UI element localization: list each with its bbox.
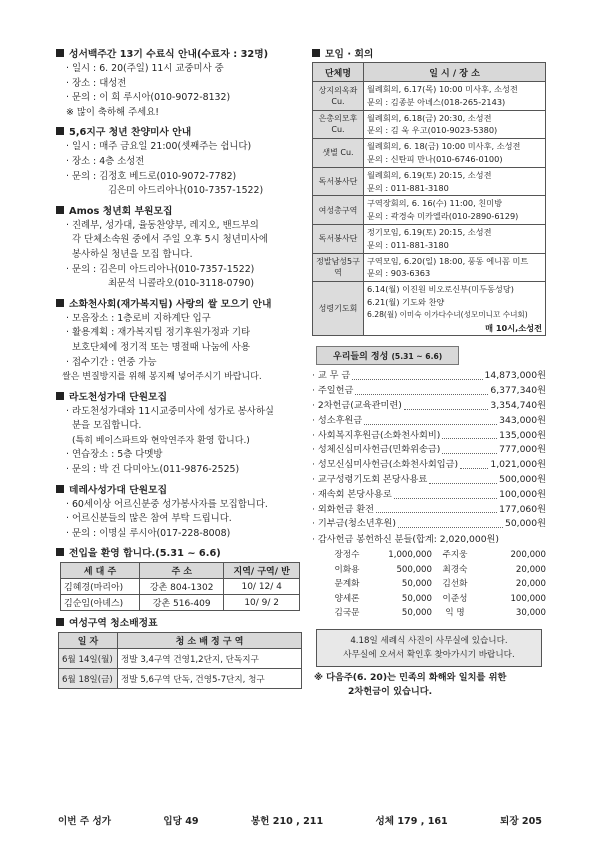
info-line: 각 단체소속원 중에서 주일 오후 5시 청년미사에: [72, 234, 268, 246]
info-line: · 장소 : 대성전: [66, 77, 127, 89]
donor-amount: 30,000: [515, 608, 546, 619]
dot-leader: [404, 399, 489, 410]
info-line: 보호단체에 정기적 또는 명절때 나눔에 사용: [72, 341, 250, 353]
donor-amount: 20,000: [515, 579, 546, 590]
donor-name: 문계화: [334, 579, 360, 590]
dot-leader: [460, 458, 488, 469]
table-header: 청 소 배 정 구 역: [118, 633, 302, 649]
dot-leader: [398, 517, 503, 528]
table-row: 6월 18일(금) 정발 5,6구역 단독, 건영5-7단지, 청구: [59, 669, 302, 689]
info-line: · 문의 : 김은미 아드리아나(010-7357-1522): [66, 263, 255, 275]
dot-leader: [352, 369, 482, 380]
table-header: 단체명: [313, 63, 364, 82]
info-line: · 모음장소 : 1층로비 지하계단 입구: [66, 312, 211, 324]
table-header: 세 대 주: [61, 563, 140, 579]
section-title: 여성구역 청소배정표: [69, 618, 158, 630]
dot-leader: [376, 503, 497, 514]
donor-name: 김국문: [334, 608, 360, 619]
hymn-entrance: 입당 49: [163, 816, 199, 827]
donor-name: 최경숙: [442, 564, 468, 575]
donor-amount: 50,000: [401, 608, 432, 619]
offering-label: · 주일헌금: [312, 385, 354, 397]
info-line: · 진례부, 성가대, 율동찬양부, 레지오, 밴드부의: [66, 219, 259, 231]
second-collection-notice: ※ 다음주(6. 20)는 민족의 화해와 일치를 위한 2차헌금이 있습니다.: [314, 671, 507, 697]
dot-leader: [394, 488, 497, 499]
table-row: 샛별 Cu. 월례회의, 6. 18(금) 10:00 미사후, 소성전 문의 : 신탄피 만나(010-6746-0100): [313, 139, 546, 168]
welcome-table: [60, 562, 300, 611]
square-bullet-icon: [56, 206, 64, 214]
offering-item: [312, 473, 546, 488]
offering-amount: 3,354,740원: [490, 399, 546, 411]
cleanup-section: [56, 615, 304, 689]
table-row: 독서봉사단 월례회의, 6.19(토) 20:15, 소성전 문의 : 011-881-3180: [313, 167, 546, 196]
square-bullet-icon: [56, 548, 64, 556]
table-row: 김순임(아녜스) 강촌 516-409 10/ 9/ 2: [61, 595, 300, 611]
section-title: 모임 · 회의: [325, 49, 374, 60]
dot-leader: [442, 429, 497, 440]
info-line: 김은미 아드리아나(010-7357-1522): [108, 185, 264, 197]
info-line: · 문의 : 이명실 루시아(017-228-8008): [66, 527, 231, 539]
info-line: · 연습장소 : 5층 다멧방: [66, 449, 163, 461]
info-line: 분을 모집합니다.: [72, 420, 142, 432]
offering-amount: 500,000원: [499, 473, 546, 485]
right-column: [312, 44, 546, 703]
info-line: · 일시 : 6. 20(주일) 11시 교중미사 중: [66, 63, 224, 74]
donor-name: 이화용: [334, 564, 360, 575]
welcome-section: [56, 545, 304, 611]
donor-amount: 200,000: [510, 549, 546, 560]
offering-item: [312, 414, 546, 429]
offering-item: [312, 429, 546, 444]
offering-item: [312, 369, 546, 384]
section-title: Amos 청년회 부원모집: [69, 205, 173, 217]
offering-item: [312, 443, 546, 458]
lado-choir-section: [56, 389, 304, 478]
dot-leader: [355, 384, 488, 395]
offering-label: · 기부금(청소년후원): [312, 518, 397, 530]
donor-amount: 50,000: [401, 579, 432, 590]
square-bullet-icon: [312, 49, 320, 57]
square-bullet-icon: [56, 618, 64, 626]
meetings-table: [312, 62, 546, 336]
donor-name: 양세론: [334, 593, 360, 604]
offering-label: · 외화헌금 환전: [312, 503, 375, 515]
donor-name: 주지웅: [442, 549, 468, 560]
youth-mass-section: [56, 124, 304, 198]
offering-label: · 교 무 금: [312, 370, 351, 382]
table-row: 독서봉사단 정기모임, 6.19(토) 20:15, 소성전 문의 : 011-881-3180: [313, 224, 546, 253]
info-line: · 문의 : 이 희 루시아(010-9072-8132): [66, 92, 231, 104]
offering-item: [312, 517, 546, 532]
table-header: 일 시 / 장 소: [364, 63, 546, 82]
donor-name: 김선화: [442, 579, 468, 590]
table-row: 은총의모후Cu. 월례회의, 6.18(금) 20:30, 소성전 문의 : 김 욱 우고(010-9023-5380): [313, 110, 546, 139]
offering-label: · 성체신심미사헌금(민화위송금): [312, 444, 441, 456]
dot-leader: [429, 473, 497, 484]
hymn-recessional: 퇴장 205: [500, 816, 542, 827]
offerings-title: 우리들의 정성 (5.31 ~ 6.6): [316, 346, 459, 365]
offerings-section: [312, 340, 546, 699]
section-title: 성서백주간 13기 수료식 안내(수료자 : 32명): [69, 49, 269, 60]
table-header: 주 소: [140, 563, 224, 579]
table-header: 일 자: [59, 633, 118, 649]
hymn-communion: 성체 179 , 161: [375, 816, 448, 827]
offering-item: [312, 503, 546, 518]
square-bullet-icon: [56, 49, 64, 57]
table-row: 성령기도회 6.14(월) 이진원 비오로신부(미두동성당) 6.21(월) 기도와 찬양 6.28(월) 이미숙 이가다수녀(성모미니꼬 수녀회) 매 10시,소성전: [313, 282, 546, 336]
section-title: 데레사성가대 단원모집: [69, 484, 168, 496]
info-line: · 장소 : 4층 소성전: [66, 155, 145, 167]
offering-label: · 교구성령기도회 본당사용료: [312, 473, 428, 485]
info-line: · 60세이상 어르신분중 성가봉사자를 모집합니다.: [66, 498, 268, 510]
offering-amount: 135,000원: [499, 429, 546, 441]
info-line: 봉사하실 청년을 모집 합니다.: [72, 248, 193, 260]
hymn-offertory: 봉헌 210 , 211: [250, 816, 324, 827]
square-bullet-icon: [56, 392, 64, 400]
offering-amount: 100,000원: [499, 488, 546, 500]
donor-amount: 20,000: [515, 564, 546, 575]
offering-amount: 14,873,000원: [484, 370, 546, 382]
offerings-list: [312, 369, 546, 532]
table-row: 상지의옥좌Cu. 월례회의, 6.17(목) 10:00 미사후, 소성전 문의 : 김종분 아녜스(018-265-2143): [313, 82, 546, 111]
dot-leader: [364, 414, 497, 425]
offering-item: [312, 384, 546, 399]
info-line: 최문석 니콜라오(010-3118-0790): [108, 278, 255, 290]
donor-name: 장정수: [334, 549, 360, 560]
hymns-label: 이번 주 성가: [58, 816, 112, 827]
info-line: · 접수기간 : 연중 가능: [66, 356, 157, 368]
section-title: 전입을 환영 합니다.(5.31 ~ 6.6): [69, 548, 221, 560]
offering-amount: 777,000원: [499, 444, 546, 456]
donor-list: [312, 548, 546, 621]
offering-item: [312, 458, 546, 473]
info-line: ※ 많이 축하해 주세요!: [66, 106, 160, 118]
section-title: 5,6지구 청년 찬양미사 안내: [69, 127, 192, 139]
section-title: 라도천성가대 단원모집: [69, 391, 168, 403]
table-header: 지역/ 구역/ 반: [224, 563, 300, 579]
offering-label: · 2차헌금(교육관미련): [312, 399, 402, 411]
info-note: 쌀은 변질방지를 위해 봉지째 넣어주시기 바랍니다.: [62, 372, 262, 383]
section-title: 소화천사회(재가복지팀) 사랑의 쌀 모으기 안내: [69, 298, 272, 310]
donor-name: 이준성: [442, 593, 468, 604]
donor-name: 익 명: [445, 608, 465, 619]
offering-amount: 6,377,340원: [490, 385, 546, 397]
offering-amount: 177,060원: [499, 503, 546, 515]
cleanup-table: [58, 632, 302, 689]
info-line: · 문의 : 박 건 다미아노(011-9876-2525): [66, 464, 240, 476]
square-bullet-icon: [56, 299, 64, 307]
bible-week-section: [56, 46, 304, 120]
table-row: 6월 14일(월) 정발 3,4구역 건영1,2단지, 단독지구: [59, 649, 302, 669]
offering-item: [312, 488, 546, 503]
offering-label: · 사회복지후원금(소화천사회비): [312, 429, 441, 441]
donor-amount: 500,000: [396, 564, 432, 575]
info-line: · 라도천성가대와 11시교중미사에 성가로 봉사하실: [66, 405, 274, 417]
donor-amount: 50,000: [401, 593, 432, 604]
table-row: 정발남성5구역 구역모임, 6.20(일) 18:00, 풍동 에니꼼 미트 문의 : 903-6363: [313, 253, 546, 282]
info-line: · 일시 : 매주 금요일 21:00(셋째주는 쉽니다): [66, 141, 252, 153]
offering-label: · 성소후원금: [312, 414, 363, 426]
hymns-footer: [58, 813, 542, 827]
square-bullet-icon: [56, 127, 64, 135]
thanks-title: · 감사헌금 봉헌하신 분들(합계: 2,020,000원): [312, 534, 500, 546]
info-line: · 어르신분들의 많은 참여 부탁 드립니다.: [66, 513, 232, 525]
amos-section: [56, 203, 304, 292]
donor-amount: 1,000,000: [388, 549, 432, 560]
info-line: · 활용계획 : 재가복지팀 정기후원가정과 기타: [66, 327, 251, 339]
offering-label: · 재속회 본당사용로: [312, 488, 392, 500]
photo-notice-box: 4.18일 세례식 사진이 사무실에 있습니다. 사무실에 오셔서 확인후 찾아가시기 바랍니다.: [316, 629, 542, 667]
square-bullet-icon: [56, 485, 64, 493]
dot-leader: [442, 443, 497, 454]
table-row: 여성총구역 구역장회의, 6. 16(수) 11:00, 친미방 문의 : 곽경숙 미카엘라(010-2890-6129): [313, 196, 546, 225]
table-row: 김혜경(마리아) 강촌 804-1302 10/ 12/ 4: [61, 579, 300, 595]
teresa-choir-section: [56, 482, 304, 542]
info-line: (특히 베이스파트와 현악연주자 환영 합니다.): [72, 435, 250, 446]
offering-item: [312, 399, 546, 414]
offering-amount: 1,021,000원: [490, 459, 546, 471]
meetings-section: [312, 46, 546, 336]
left-column: [56, 44, 304, 693]
offering-amount: 50,000원: [504, 518, 546, 530]
donor-amount: 100,000: [510, 593, 546, 604]
rice-collection-section: [56, 296, 304, 385]
offering-amount: 343,000원: [499, 414, 546, 426]
info-line: · 문의 : 김정호 베드로(010-9072-7782): [66, 170, 237, 182]
offering-label: · 성모신심미사헌금(소화천사회입금): [312, 459, 459, 471]
